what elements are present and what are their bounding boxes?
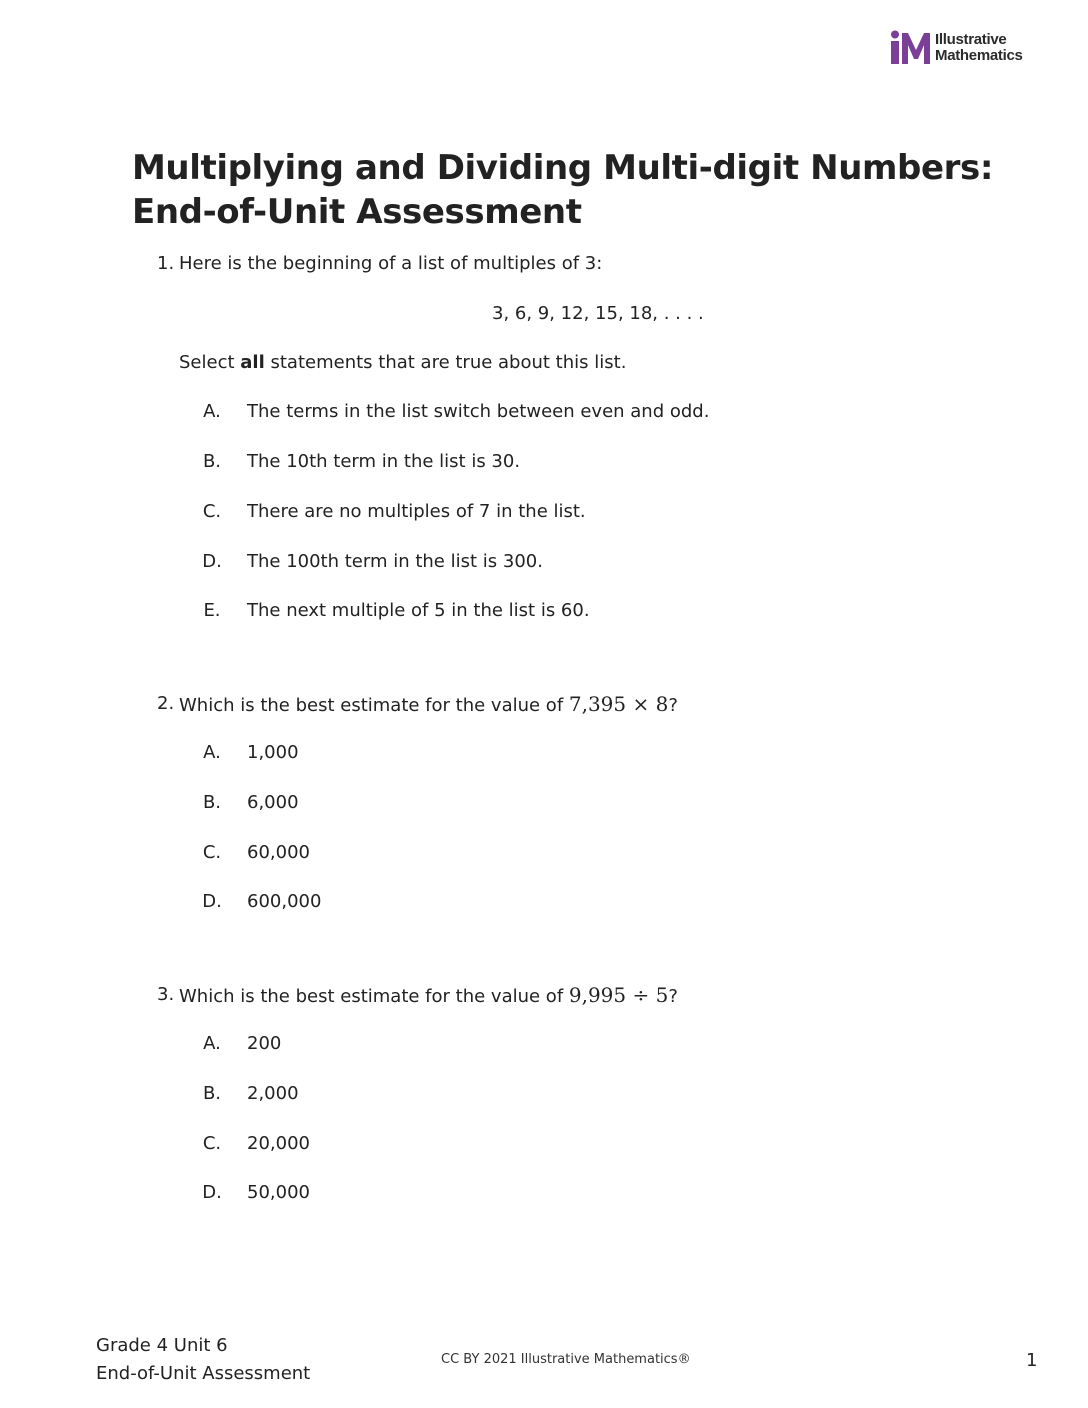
q2-option-d-letter: D. [202, 891, 222, 912]
question-1-prompt: Here is the beginning of a list of multiples of 3: [179, 253, 603, 274]
q1-option-c-letter: C. [202, 501, 222, 522]
q2-option-c-text: 60,000 [247, 842, 310, 863]
question-2-prompt [179, 692, 678, 718]
q1-option-d-text: The 100th term in the list is 300. [247, 551, 543, 572]
q2-option-d-text: 600,000 [247, 891, 322, 912]
q2-option-c-letter: C. [202, 842, 222, 863]
instruction-bold-all: all [240, 352, 265, 373]
question-3-prompt [179, 983, 678, 1009]
q1-option-b-letter: B. [202, 451, 222, 472]
question-2-prompt-text: Which is the best estimate for the value of [179, 695, 569, 716]
logo-line-1: Illustrative [935, 31, 1007, 48]
footer-copyright: CC BY 2021 Illustrative Mathematics® [441, 1352, 691, 1367]
title-line-2: End-of-Unit Assessment [132, 192, 582, 232]
q3-option-d-letter: D. [202, 1182, 222, 1203]
logo-line-2: Mathematics [935, 47, 1023, 64]
q1-option-b-text: The 10th term in the list is 30. [247, 451, 521, 472]
question-3-number: 3. [157, 984, 175, 1005]
q3-option-b-text: 2,000 [247, 1083, 299, 1104]
q3-option-c-text: 20,000 [247, 1133, 310, 1154]
q1-option-a-text: The terms in the list switch between even and odd. [247, 401, 710, 422]
q1-option-a-letter: A. [203, 401, 221, 422]
question-3-suffix: ? [668, 986, 678, 1007]
q3-option-b-letter: B. [202, 1083, 222, 1104]
q3-option-a-text: 200 [247, 1033, 282, 1054]
question-1-sequence: 3, 6, 9, 12, 15, 18, . . . . [492, 303, 704, 324]
footer-assessment: End-of-Unit Assessment [96, 1363, 311, 1384]
q1-option-d-letter: D. [202, 551, 222, 572]
footer-grade-unit: Grade 4 Unit 6 [96, 1335, 228, 1356]
question-1-instruction [179, 351, 626, 375]
q2-option-b-text: 6,000 [247, 792, 299, 813]
q2-option-b-letter: B. [202, 792, 222, 813]
q3-option-d-text: 50,000 [247, 1182, 310, 1203]
question-3-math-expression: 9,995 ÷ 5 [568, 983, 669, 1007]
page-title [132, 146, 992, 234]
q2-option-a-letter: A. [203, 742, 221, 763]
q2-option-a-text: 1,000 [247, 742, 299, 763]
q3-option-a-letter: A. [203, 1033, 221, 1054]
logo-wordmark [935, 32, 1045, 64]
im-logo-icon [889, 30, 931, 66]
question-2-number: 2. [157, 693, 175, 714]
q3-option-c-letter: C. [202, 1133, 222, 1154]
q1-option-e-text: The next multiple of 5 in the list is 60. [247, 600, 590, 621]
instruction-text-before: Select [179, 352, 241, 373]
q1-option-c-text: There are no multiples of 7 in the list. [247, 501, 586, 522]
question-2-suffix: ? [668, 695, 678, 716]
question-3-prompt-text: Which is the best estimate for the value of [179, 986, 569, 1007]
q1-option-e-letter: E. [203, 600, 221, 621]
question-1-number: 1. [157, 253, 175, 274]
page-number: 1 [1026, 1350, 1038, 1371]
instruction-text-after: statements that are true about this list. [264, 352, 627, 373]
question-2-math-expression: 7,395 × 8 [568, 692, 669, 716]
title-line-1: Multiplying and Dividing Multi-digit Numbers: [132, 148, 994, 188]
